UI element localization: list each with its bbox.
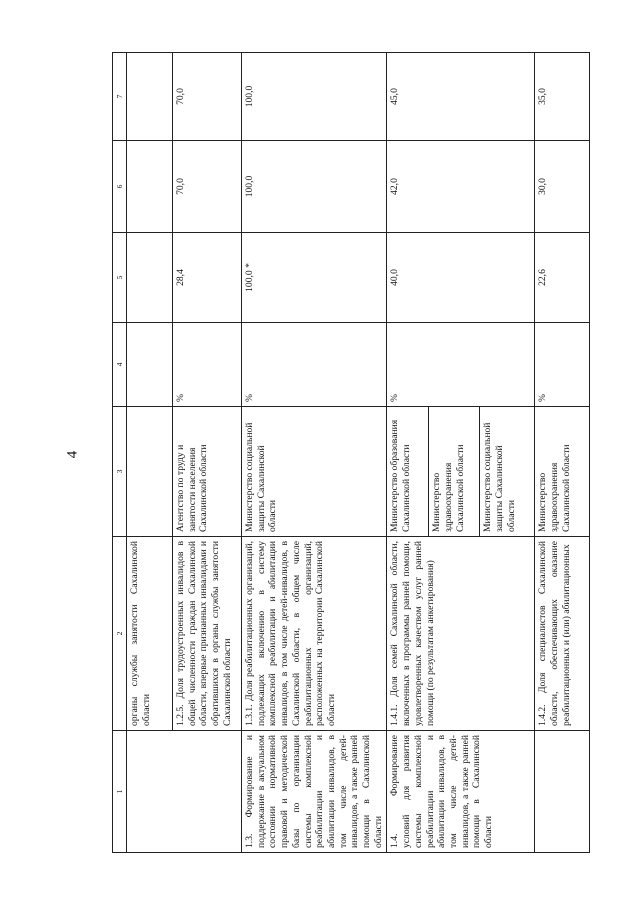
table-row bbox=[127, 53, 173, 853]
cell-indicator: органы службы занятости Сахалинской области bbox=[127, 537, 173, 731]
indicator-table bbox=[112, 52, 590, 853]
table-row bbox=[242, 53, 387, 853]
cell-task-continued bbox=[127, 731, 242, 853]
cell-unit: % bbox=[173, 323, 242, 407]
cell-value-7: 70,0 bbox=[173, 53, 242, 141]
cell-executor: Министерство образования Сахалинской области bbox=[387, 407, 429, 537]
cell-indicator: 1.2.5. Доля трудоустроенных инвалидов в общей численности граждан Сахалинской области, впервые признанных инвалидами и обратившихся в органы службы занятости Сахалинской области bbox=[173, 537, 242, 731]
cell-unit: % bbox=[242, 323, 387, 407]
page-number: 4 bbox=[64, 450, 81, 459]
cell-executor: Министерство здравоохранения Сахалинской области bbox=[535, 407, 590, 537]
cell-value-7: 100,0 bbox=[242, 53, 387, 141]
cell-value-5: 100,0 * bbox=[242, 233, 387, 323]
cell-value-5: 28,4 bbox=[173, 233, 242, 323]
cell-value-5: 22,6 bbox=[535, 233, 590, 323]
cell-indicator: 1.4.2. Доля специалистов Сахалинской области, обеспечивающих оказание реабилитационных и (или) абилитационных bbox=[535, 537, 590, 731]
cell-value-7: 35,0 bbox=[535, 53, 590, 141]
header-col-1: 1 bbox=[113, 731, 127, 853]
cell-unit: % bbox=[535, 323, 590, 407]
cell-executor: Агентство по труду и занятости населения Сахалинской области bbox=[173, 407, 242, 537]
cell-executor: Министерство социальной защиты Сахалинской области bbox=[242, 407, 387, 537]
cell-value-6: 42,0 bbox=[387, 141, 535, 233]
cell-executor: Министерство социальной защиты Сахалинской области bbox=[480, 407, 535, 537]
cell-unit bbox=[127, 323, 173, 407]
rotated-table-wrapper bbox=[112, 53, 572, 853]
header-col-6: 6 bbox=[113, 141, 127, 233]
cell-task: 1.4. Формирование условий для развития системы комплексной реабилитации и абилитации инвалидов, в том числе детей-инвалидов, а также ранней помощи в Сахалинской области bbox=[387, 731, 535, 853]
cell-indicator: 1.4.1. Доля семей Сахалинской области, включенных в программы ранней помощи, удовлетворенных качеством услуг ранней помощи (по результатам анкетирования) bbox=[387, 537, 535, 731]
cell-value-5: 40,0 bbox=[387, 233, 535, 323]
cell-value-6 bbox=[127, 141, 173, 233]
header-col-3: 3 bbox=[113, 407, 127, 537]
table-row bbox=[535, 53, 590, 853]
header-col-7: 7 bbox=[113, 53, 127, 141]
header-col-5: 5 bbox=[113, 233, 127, 323]
cell-value-6: 100,0 bbox=[242, 141, 387, 233]
cell-value-5 bbox=[127, 233, 173, 323]
cell-executor bbox=[127, 407, 173, 537]
cell-executor: Министерство здравоохранения Сахалинской области bbox=[429, 407, 480, 537]
cell-task-empty bbox=[535, 731, 590, 853]
cell-value-7: 45,0 bbox=[387, 53, 535, 141]
header-col-2: 2 bbox=[113, 537, 127, 731]
header-col-4: 4 bbox=[113, 323, 127, 407]
cell-value-7 bbox=[127, 53, 173, 141]
cell-unit: % bbox=[387, 323, 535, 407]
cell-task: 1.3. Формирование и поддержание в актуальном состоянии нормативной правовой и методической базы по организации системы комплексной реабилитации и абилитации инвалидов, в том числе детей-инвалидов, а также ранней помощи в Сахалинской области bbox=[242, 731, 387, 853]
cell-value-6: 70,0 bbox=[173, 141, 242, 233]
header-row bbox=[113, 53, 127, 853]
cell-value-6: 30,0 bbox=[535, 141, 590, 233]
table-row bbox=[387, 53, 429, 853]
cell-indicator: 1.3.1. Доля реабилитационных организаций, подлежащих включению в систему комплексной реабилитации и абилитации инвалидов, в том числе детей-инвалидов, в Сахалинской области, в общем числе реабилитационных организаций, расположенных на территории Сахалинской области bbox=[242, 537, 387, 731]
